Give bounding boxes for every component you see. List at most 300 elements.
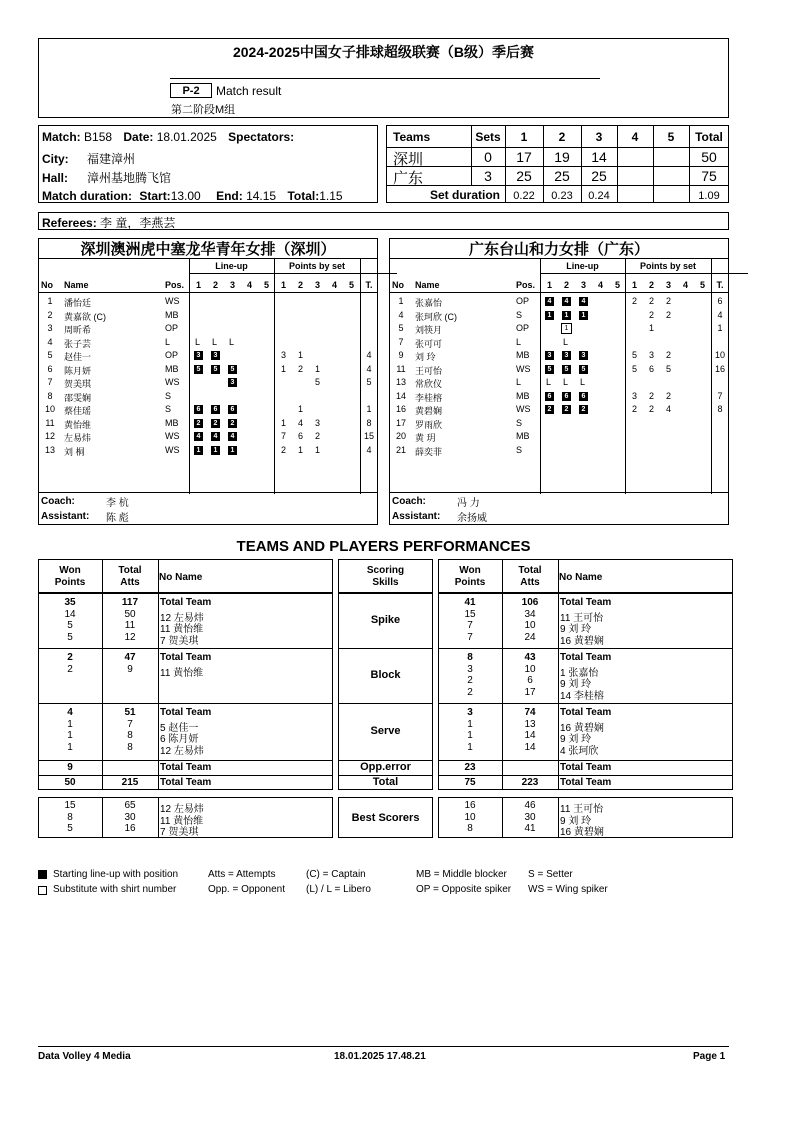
total-atts: 9 xyxy=(127,663,133,675)
player-name: 常欣仪 xyxy=(415,379,443,389)
lineup-start-marker: 3 xyxy=(562,351,571,360)
player-name: 贺美琪 xyxy=(64,379,92,389)
player-entry: 5 赵佳一 xyxy=(160,722,199,734)
player-name: 薛奕菲 xyxy=(415,446,443,457)
end-label: End: xyxy=(216,189,243,203)
set-duration: 0.22 xyxy=(513,190,535,202)
coach-label: Coach: xyxy=(392,496,426,507)
lineup-start-marker: 3 xyxy=(194,351,203,360)
match-number: B158 xyxy=(84,130,113,144)
score-set-points: 19 xyxy=(554,149,570,165)
won-points: 7 xyxy=(467,620,473,632)
legend-captain: (C) = Captain xyxy=(306,869,366,880)
player-entry: Total Team xyxy=(160,597,212,608)
won-points: 1 xyxy=(67,718,73,730)
set-duration: 0.23 xyxy=(551,190,573,202)
player-set-points: 5 xyxy=(314,377,320,387)
score-total: 50 xyxy=(701,149,717,165)
roster-col-line xyxy=(540,258,541,494)
lineup-start-marker: 4 xyxy=(211,432,220,441)
player-position: OP xyxy=(516,296,530,306)
won-points: 2 xyxy=(67,652,73,663)
player-set-points: 1 xyxy=(648,323,654,333)
player-entry: Total Team xyxy=(560,762,612,773)
total-atts: 14 xyxy=(524,730,536,742)
player-entry: Total Team xyxy=(160,777,212,788)
player-number: 6 xyxy=(47,363,53,374)
player-entry: Total Team xyxy=(160,762,212,773)
score-set-points: 25 xyxy=(516,168,532,184)
total-atts: 24 xyxy=(524,631,536,643)
total-atts: 8 xyxy=(127,730,133,742)
roster-col-line xyxy=(625,258,626,494)
perf-col-line xyxy=(158,593,159,790)
perf-col-line xyxy=(558,593,559,790)
lineup-start-marker: 1 xyxy=(211,446,220,455)
player-set-points: 2 xyxy=(665,350,671,360)
total-atts: 47 xyxy=(124,652,136,663)
no-header: No xyxy=(392,280,404,290)
player-position: MB xyxy=(165,309,179,320)
won-points: 5 xyxy=(67,631,73,643)
lineup-libero-marker: L xyxy=(195,336,201,347)
won-points: 8 xyxy=(467,823,473,835)
player-number: 7 xyxy=(398,336,404,347)
scoring-label: Scoring xyxy=(366,565,405,576)
legend-libero: (L) / L = Libero xyxy=(306,884,371,895)
atts-label: Atts xyxy=(120,577,140,588)
player-position: S xyxy=(516,309,523,320)
set-header: 2 xyxy=(558,130,566,144)
lineup-libero-marker: L xyxy=(229,336,235,347)
player-total-points: 4 xyxy=(366,444,372,455)
lineup-start-marker: 4 xyxy=(228,432,237,441)
coach-name: 冯 力 xyxy=(457,498,480,509)
total-atts: 74 xyxy=(524,707,536,718)
total-atts: 30 xyxy=(124,811,136,823)
player-entry: 12 左易炜 xyxy=(160,612,204,624)
player-entry: 1 张嘉怡 xyxy=(560,667,599,679)
player-number: 9 xyxy=(398,350,404,360)
score-team-name: 广东 xyxy=(393,170,424,187)
lineup-start-marker: 1 xyxy=(579,311,588,320)
player-set-points: 4 xyxy=(297,417,303,428)
total-label: Total: xyxy=(287,189,320,203)
set-duration: 0.24 xyxy=(588,190,610,202)
start-label: Start: xyxy=(139,189,171,203)
perf-row-line xyxy=(438,775,733,776)
footer-center: 18.01.2025 17.48.21 xyxy=(334,1051,426,1062)
player-position: L xyxy=(516,336,522,347)
player-total-points: 10 xyxy=(714,350,725,360)
pos-header: Pos. xyxy=(165,280,185,290)
points-label: Points xyxy=(54,577,86,588)
player-number: 8 xyxy=(47,390,53,401)
player-set-points: 3 xyxy=(314,417,320,428)
player-name: 赵佳一 xyxy=(64,352,92,362)
won-points: 3 xyxy=(467,663,473,675)
lineup-start-marker: 4 xyxy=(194,432,203,441)
player-position: S xyxy=(165,404,172,414)
player-number: 12 xyxy=(44,431,55,441)
player-name: 李桂榕 xyxy=(415,392,443,403)
end-time: 14.15 xyxy=(246,189,277,203)
total-label: Total xyxy=(518,565,542,576)
player-number: 10 xyxy=(44,404,55,414)
hall-label: Hall: xyxy=(42,171,69,185)
legend-opp: Opp. = Opponent xyxy=(208,884,286,895)
won-points: 10 xyxy=(464,811,476,823)
player-set-points: 2 xyxy=(648,296,654,306)
footer-page: Page 1 xyxy=(693,1051,726,1062)
player-set-points: 1 xyxy=(297,350,303,360)
player-position: WS xyxy=(516,363,531,374)
coach-name: 李 杭 xyxy=(106,498,129,509)
score-set-points: 25 xyxy=(591,168,607,184)
hall-value: 漳州基地腾飞馆 xyxy=(87,171,172,185)
player-set-points: 2 xyxy=(314,431,320,441)
perf-row-line xyxy=(38,775,333,776)
name-header: Name xyxy=(64,280,89,290)
total-atts: 215 xyxy=(121,777,139,788)
player-total-points: 15 xyxy=(363,431,374,441)
total-atts: 14 xyxy=(524,741,536,753)
total-label: Total xyxy=(118,565,142,576)
player-entry: Total Team xyxy=(160,652,212,663)
player-total-points: 16 xyxy=(714,363,725,374)
score-row-line xyxy=(386,185,729,186)
won-points: 14 xyxy=(64,608,76,620)
points-set-header: 5 xyxy=(348,280,354,290)
lineup-start-marker: 6 xyxy=(228,405,237,414)
player-position: WS xyxy=(165,444,180,455)
city-label: City: xyxy=(42,152,69,166)
code-label: Match result xyxy=(216,84,282,98)
points-set-header: 3 xyxy=(665,280,671,290)
player-number: 4 xyxy=(398,309,404,320)
player-number: 1 xyxy=(398,296,404,306)
won-points: 1 xyxy=(67,730,73,742)
player-set-points: 1 xyxy=(280,363,286,374)
won-points: 41 xyxy=(464,597,476,608)
lineup-set-header: 1 xyxy=(195,280,201,290)
lineup-sub-marker: 1 xyxy=(561,323,572,334)
legend-s: S = Setter xyxy=(528,869,573,880)
t-header: T. xyxy=(365,280,373,290)
player-position: OP xyxy=(165,350,179,360)
player-name: 左易炜 xyxy=(64,433,92,443)
legend-black-square-icon xyxy=(38,870,47,879)
player-set-points: 4 xyxy=(665,404,671,414)
lineup-start-marker: 4 xyxy=(562,297,571,306)
legend-white-square-icon xyxy=(38,886,47,895)
score-set-points: 14 xyxy=(591,149,607,165)
legend-atts: Atts = Attempts xyxy=(208,869,276,880)
won-label: Won xyxy=(459,565,481,576)
lineup-start-marker: 5 xyxy=(562,365,571,374)
lineup-set-header: 3 xyxy=(229,280,235,290)
player-entry: 16 黄碧娴 xyxy=(560,635,604,647)
player-entry: 12 左易炜 xyxy=(160,745,204,757)
score-team-name: 深圳 xyxy=(393,151,424,168)
set-header: 5 xyxy=(667,130,675,144)
set-header: 4 xyxy=(631,130,639,144)
roster-col-line xyxy=(189,258,190,494)
lineup-start-marker: 2 xyxy=(194,419,203,428)
player-number: 17 xyxy=(395,417,406,428)
start-time: 13.00 xyxy=(170,189,201,203)
perf-row-line xyxy=(338,648,433,649)
duration-line xyxy=(42,189,343,203)
player-entry: 11 王可怡 xyxy=(560,612,604,624)
lineup-start-marker: 4 xyxy=(579,297,588,306)
won-points: 7 xyxy=(467,631,473,643)
teams-label: Teams xyxy=(393,130,431,144)
player-position: MB xyxy=(516,431,530,441)
points-set-header: 4 xyxy=(331,280,337,290)
total-atts: 7 xyxy=(127,718,133,730)
total-atts: 10 xyxy=(524,620,536,632)
lineup-header-rule xyxy=(540,273,748,274)
won-points: 4 xyxy=(67,707,73,718)
player-position: MB xyxy=(516,350,530,360)
set-duration-label: Set duration xyxy=(430,188,501,202)
perf-row-line xyxy=(438,648,733,649)
lineup-start-marker: 3 xyxy=(228,378,237,387)
won-points: 1 xyxy=(67,741,73,753)
player-entry: Total Team xyxy=(560,597,612,608)
player-entry: 16 黄碧娴 xyxy=(560,722,604,734)
score-sets: 3 xyxy=(484,168,492,184)
lineup-start-marker: 5 xyxy=(579,365,588,374)
player-number: 11 xyxy=(396,363,406,374)
player-position: OP xyxy=(516,323,530,333)
player-entry: 11 黄怡维 xyxy=(160,815,204,827)
lineup-set-header: 3 xyxy=(580,280,586,290)
score-total: 75 xyxy=(701,168,717,184)
points-set-header: 2 xyxy=(648,280,654,290)
total-atts: 43 xyxy=(524,652,536,663)
duration-total: 1.09 xyxy=(698,190,720,202)
phase-label: 第二阶段M组 xyxy=(171,104,236,116)
player-number: 7 xyxy=(47,377,53,387)
player-set-points: 7 xyxy=(280,431,286,441)
spectators-label: Spectators: xyxy=(228,130,295,144)
player-position: S xyxy=(165,390,172,401)
perf-row-line xyxy=(438,703,733,704)
roster-col-line xyxy=(274,258,275,494)
total-header: Total xyxy=(695,130,723,144)
total-atts: 117 xyxy=(121,597,139,608)
player-entry: 9 刘 玲 xyxy=(560,679,592,691)
roster-title-rule xyxy=(389,258,729,259)
pos-header: Pos. xyxy=(516,280,536,290)
name-header: Name xyxy=(415,280,440,290)
player-set-points: 1 xyxy=(297,404,303,414)
perf-row-line xyxy=(438,760,733,761)
header-rule xyxy=(170,78,600,79)
points-set-header: 1 xyxy=(631,280,637,290)
player-entry: 6 陈月妍 xyxy=(160,734,199,746)
lineup-start-marker: 5 xyxy=(194,365,203,374)
won-label: Won xyxy=(59,565,81,576)
duration-label: Match duration: xyxy=(42,189,132,203)
player-number: 5 xyxy=(47,350,53,360)
score-row-line xyxy=(386,147,729,148)
player-set-points: 1 xyxy=(314,444,320,455)
won-points: 2 xyxy=(467,686,473,698)
match-line xyxy=(42,130,294,144)
page-title: 2024-2025中国女子排球超级联赛（B级）季后赛 xyxy=(232,44,535,60)
roster-header-rule xyxy=(389,292,729,293)
player-name: 刘 桐 xyxy=(64,446,85,457)
skills-label: Skills xyxy=(372,577,399,588)
points-set-header: 2 xyxy=(297,280,303,290)
perf-col-line xyxy=(558,797,559,838)
won-points: 2 xyxy=(467,675,473,687)
player-number: 16 xyxy=(395,404,406,414)
city-value: 福建漳州 xyxy=(87,152,136,166)
points-by-set-label: Points by set xyxy=(288,261,345,271)
roster-title-rule xyxy=(38,258,378,259)
roster-col-line xyxy=(360,258,361,494)
points-set-header: 3 xyxy=(314,280,320,290)
sets-label: Sets xyxy=(475,130,501,144)
set-header: 1 xyxy=(520,130,528,144)
assistant-label: Assistant: xyxy=(41,511,90,522)
footer-left: Data Volley 4 Media xyxy=(38,1051,131,1062)
player-position: WS xyxy=(165,296,180,306)
player-number: 5 xyxy=(398,323,404,333)
player-name: 黄 玥 xyxy=(415,433,436,443)
won-points: 35 xyxy=(64,597,76,608)
player-set-points: 2 xyxy=(665,309,671,320)
won-points: 50 xyxy=(64,777,76,788)
lineup-label: Line-up xyxy=(566,261,599,271)
lineup-set-header: 5 xyxy=(614,280,620,290)
legend-mb: MB = Middle blocker xyxy=(416,869,507,880)
points-set-header: 4 xyxy=(682,280,688,290)
lineup-libero-marker: L xyxy=(563,377,569,387)
total-row-label: Total xyxy=(372,776,399,788)
lineup-start-marker: 6 xyxy=(562,392,571,401)
player-total-points: 1 xyxy=(717,323,723,333)
lineup-start-marker: 2 xyxy=(579,405,588,414)
match-date: 18.01.2025 xyxy=(156,130,217,144)
legend xyxy=(38,868,729,902)
player-total-points: 4 xyxy=(366,350,372,360)
lineup-set-header: 1 xyxy=(546,280,552,290)
player-entry: 11 黄怡维 xyxy=(160,624,204,636)
lineup-start-marker: 2 xyxy=(545,405,554,414)
lineup-start-marker: 1 xyxy=(545,311,554,320)
total-atts: 30 xyxy=(524,811,536,823)
lineup-start-marker: 3 xyxy=(211,351,220,360)
player-position: L xyxy=(516,377,522,387)
lineup-libero-marker: L xyxy=(580,377,586,387)
team-name: 广东台山和力女排（广东） xyxy=(468,241,649,258)
points-set-header: 5 xyxy=(699,280,705,290)
assistant-label: Assistant: xyxy=(392,511,441,522)
perf-row-line xyxy=(38,703,333,704)
player-position: MB xyxy=(165,363,179,374)
skill-label: Spike xyxy=(370,613,401,626)
player-total-points: 8 xyxy=(366,417,372,428)
won-points: 2 xyxy=(67,663,73,675)
player-set-points: 3 xyxy=(280,350,286,360)
opp-error-label: Opp.error xyxy=(360,761,411,773)
lineup-start-marker: 1 xyxy=(194,446,203,455)
lineup-set-header: 2 xyxy=(563,280,569,290)
perf-col-line xyxy=(158,797,159,838)
player-entry: 7 贺美琪 xyxy=(160,635,199,647)
lineup-start-marker: 4 xyxy=(545,297,554,306)
total-atts: 12 xyxy=(124,631,136,643)
player-number: 21 xyxy=(395,444,406,455)
player-entry: 9 刘 玲 xyxy=(560,815,592,827)
total-atts: 34 xyxy=(524,608,536,620)
player-name: 黄怡维 xyxy=(64,419,92,430)
lineup-start-marker: 5 xyxy=(545,365,554,374)
won-points: 23 xyxy=(464,762,476,773)
player-entry: 4 张珂欣 xyxy=(560,745,599,757)
won-points: 3 xyxy=(467,707,473,718)
referees-label: Referees: xyxy=(42,216,97,230)
perf-row-line xyxy=(38,648,333,649)
player-set-points: 1 xyxy=(297,444,303,455)
set-header: 3 xyxy=(595,130,603,144)
player-name: 周昕希 xyxy=(64,325,92,335)
total-atts: 6 xyxy=(527,675,533,687)
lineup-start-marker: 2 xyxy=(228,419,237,428)
player-entry: 16 黄碧娴 xyxy=(560,827,604,839)
won-points: 5 xyxy=(67,823,73,835)
player-total-points: 4 xyxy=(717,309,723,320)
lineup-set-header: 5 xyxy=(263,280,269,290)
player-position: S xyxy=(516,417,523,428)
player-set-points: 2 xyxy=(648,404,654,414)
player-position: MB xyxy=(516,390,530,401)
player-position: OP xyxy=(165,323,179,333)
total-atts: 50 xyxy=(124,608,136,620)
lineup-libero-marker: L xyxy=(546,377,552,387)
no-header: No xyxy=(41,280,53,290)
lineup-start-marker: 5 xyxy=(228,365,237,374)
player-position: WS xyxy=(516,404,531,414)
roster-col-line xyxy=(711,258,712,494)
player-total-points: 7 xyxy=(717,390,723,401)
roster-header-rule xyxy=(38,292,378,293)
won-points: 8 xyxy=(467,652,473,663)
lineup-label: Line-up xyxy=(215,261,248,271)
player-entry: 9 刘 玲 xyxy=(560,624,592,636)
won-points: 5 xyxy=(67,620,73,632)
player-set-points: 2 xyxy=(665,390,671,401)
referees-value: 李 童，李燕芸 xyxy=(100,216,176,230)
no-name-label: No Name xyxy=(159,572,203,583)
won-points: 1 xyxy=(467,730,473,742)
best-scorers-label: Best Scorers xyxy=(351,812,420,824)
player-entry: Total Team xyxy=(560,652,612,663)
player-set-points: 2 xyxy=(280,444,286,455)
won-points: 8 xyxy=(67,811,73,823)
total-atts: 10 xyxy=(524,663,536,675)
lineup-start-marker: 6 xyxy=(194,405,203,414)
won-points: 15 xyxy=(464,608,476,620)
total-atts: 106 xyxy=(521,597,539,608)
player-name: 刘 玲 xyxy=(415,352,436,362)
player-number: 13 xyxy=(44,444,55,455)
